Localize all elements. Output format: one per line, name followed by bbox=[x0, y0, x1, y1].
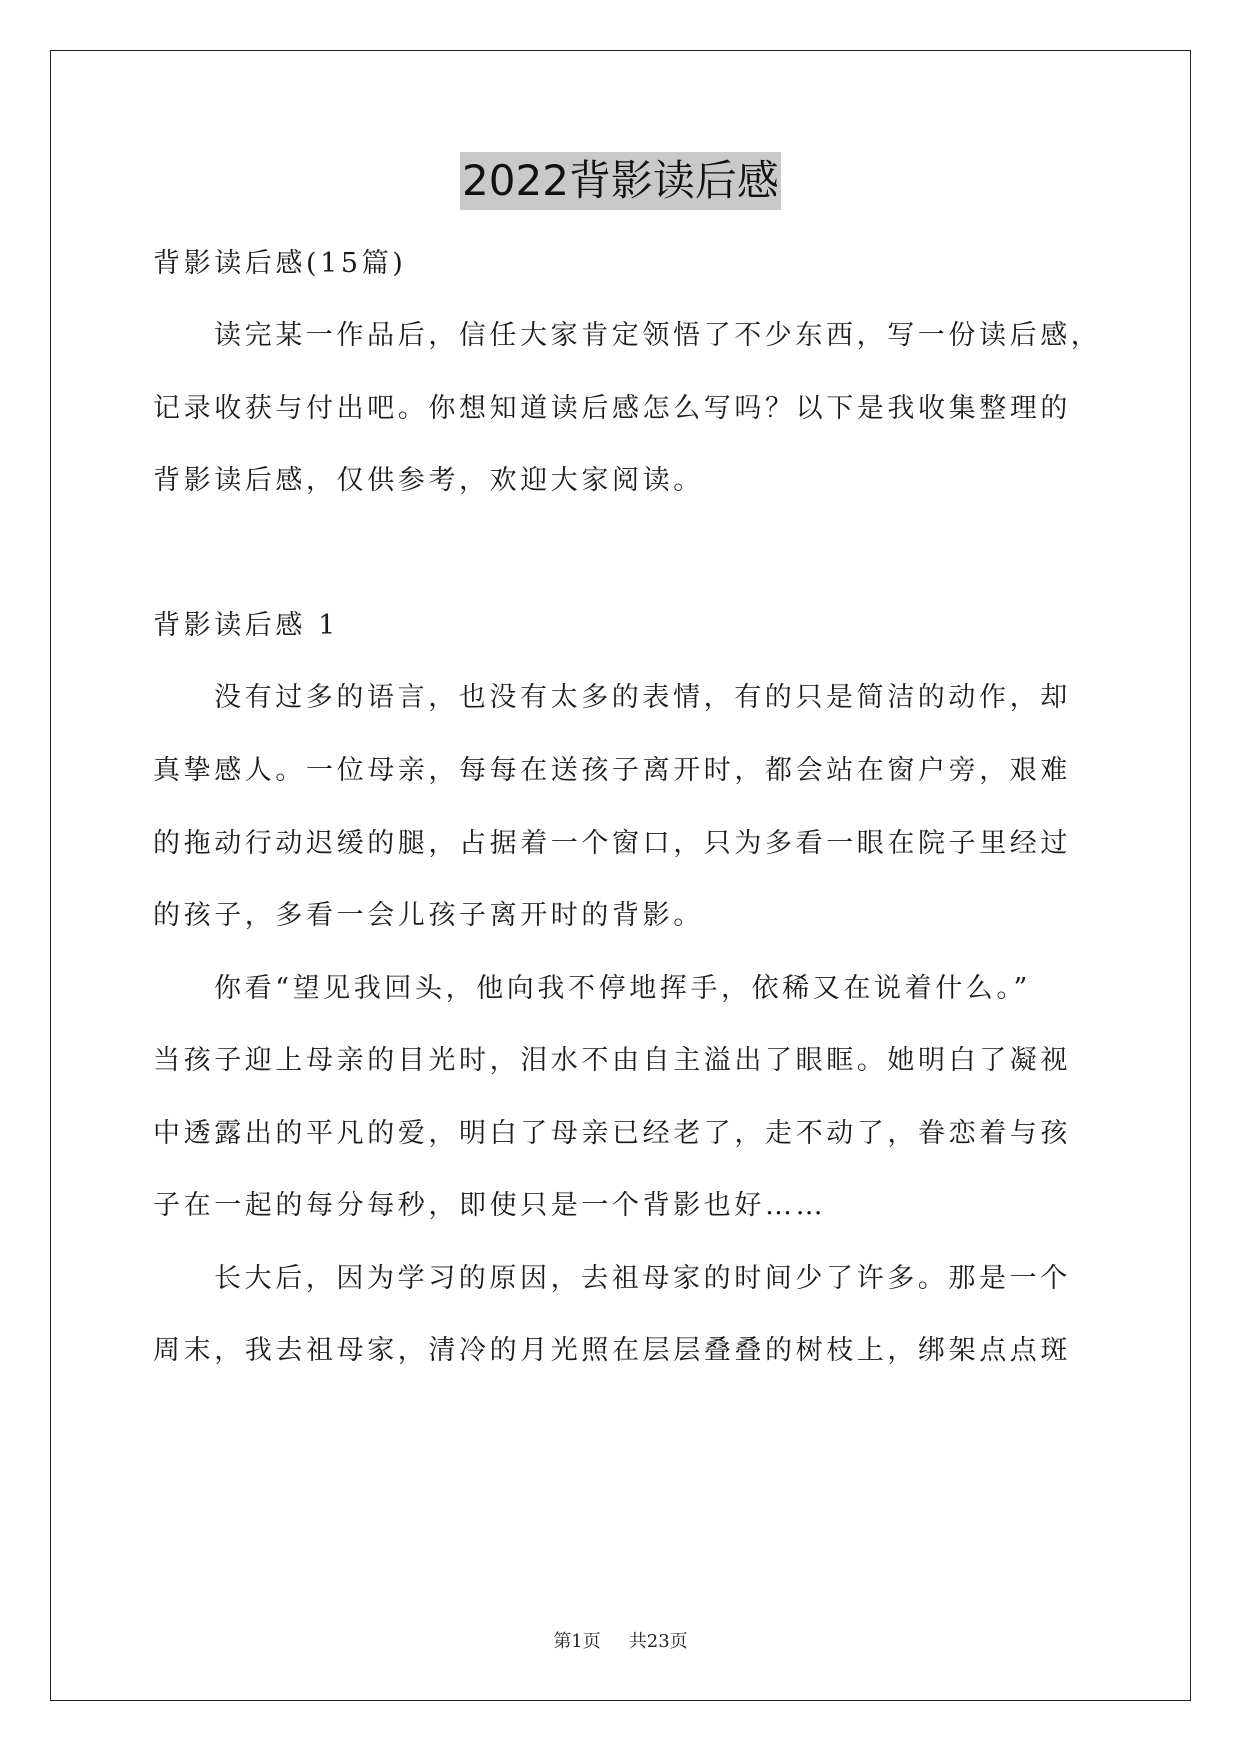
para1-line-2: 真挚感人。一位母亲，每每在送孩子离开时，都会站在窗户旁，艰难 bbox=[153, 755, 1071, 786]
para1-line-1: 没有过多的语言，也没有太多的表情，有的只是简洁的动作，却 bbox=[214, 682, 1071, 713]
intro-line-2: 记录收获与付出吧。你想知道读后感怎么写吗？以下是我收集整理的 bbox=[153, 393, 1071, 424]
document-title: 2022背影读后感 bbox=[460, 152, 781, 210]
page-border bbox=[50, 50, 1191, 1701]
para3-line-1: 长大后，因为学习的原因，去祖母家的时间少了许多。那是一个 bbox=[214, 1263, 1071, 1294]
para2-line-2: 当孩子迎上母亲的目光时，泪水不由自主溢出了眼眶。她明白了凝视 bbox=[153, 1045, 1071, 1076]
page-footer bbox=[0, 1627, 1241, 1653]
para3-line-2: 周末，我去祖母家，清冷的月光照在层层叠叠的树枝上，绑架点点斑 bbox=[153, 1335, 1071, 1366]
intro-line-3: 背影读后感，仅供参考，欢迎大家阅读。 bbox=[153, 465, 704, 496]
title-container bbox=[0, 152, 1241, 210]
page-number: 第1页 bbox=[553, 1631, 601, 1652]
section-heading: 背影读后感 1 bbox=[153, 610, 339, 641]
para1-line-4: 的孩子，多看一会儿孩子离开时的背影。 bbox=[153, 900, 704, 931]
para1-line-3: 的拖动行动迟缓的腿，占据着一个窗口，只为多看一眼在院子里经过 bbox=[153, 828, 1071, 859]
total-pages: 共23页 bbox=[628, 1631, 688, 1652]
document-subtitle: 背影读后感(15篇) bbox=[153, 248, 407, 279]
para2-line-3: 中透露出的平凡的爱，明白了母亲已经老了，走不动了，眷恋着与孩 bbox=[153, 1118, 1071, 1149]
intro-line-1: 读完某一作品后，信任大家肯定领悟了不少东西，写一份读后感， bbox=[214, 320, 1102, 351]
para2-line-1: 你看“望见我回头，他向我不停地挥手，依稀又在说着什么。” bbox=[214, 973, 1031, 1004]
para2-line-4: 子在一起的每分每秒，即使只是一个背影也好…… bbox=[153, 1190, 827, 1221]
